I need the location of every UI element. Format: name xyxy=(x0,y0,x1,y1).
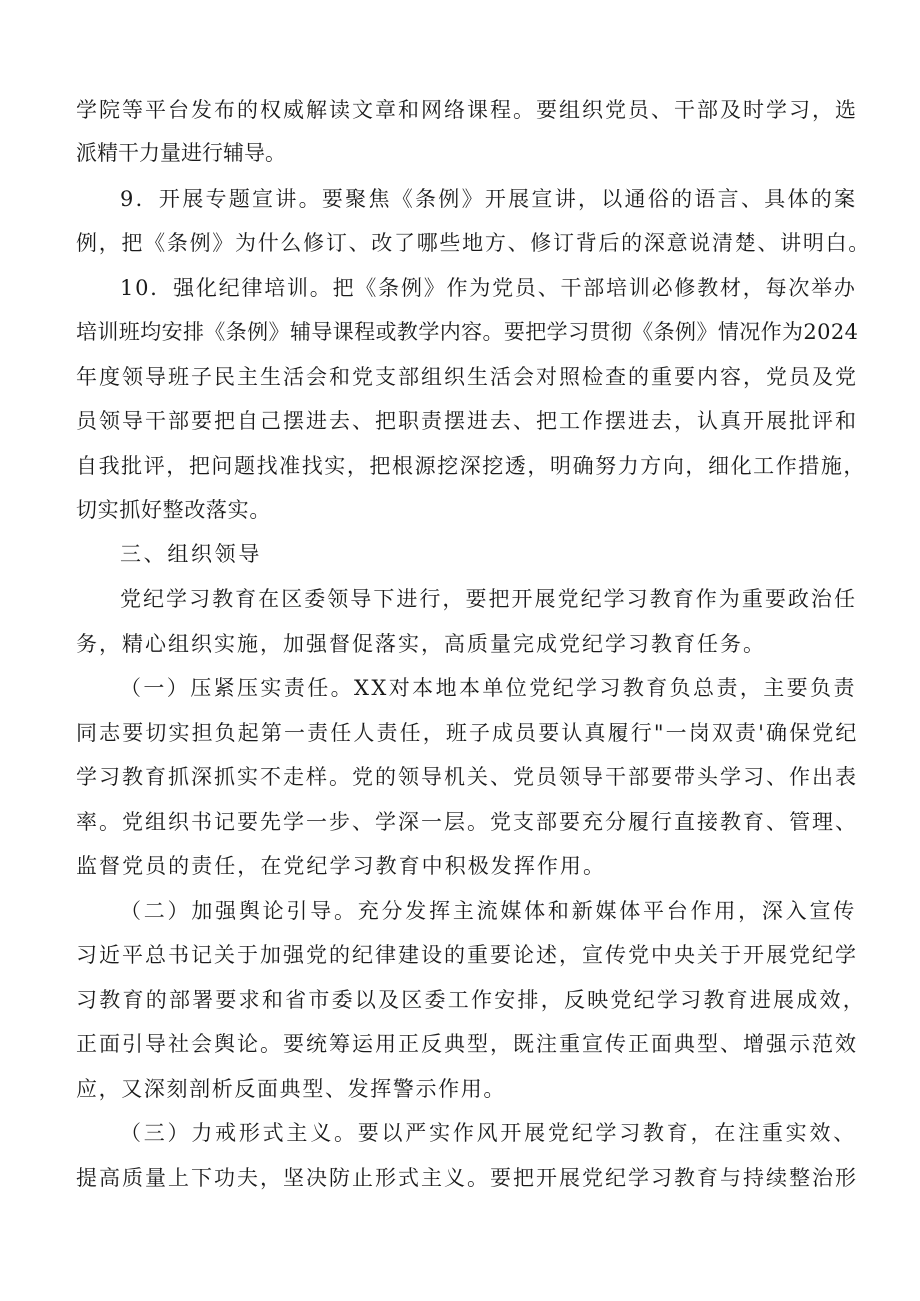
text-line: （一）压紧压实责任。XX对本地本单位党纪学习教育负总责，主要负责 xyxy=(120,676,857,700)
text-line: 监督党员的责任，在党纪学习教育中积极发挥作用。 xyxy=(76,854,606,878)
text-line: 9．开展专题宣讲。要聚焦《条例》开展宣讲，以通俗的语言、具体的案 xyxy=(120,187,858,211)
text-line: 务，精心组织实施，加强督促落实，高质量完成党纪学习教育任务。 xyxy=(76,632,766,656)
text-line: （二）加强舆论引导。充分发挥主流媒体和新媒体平台作用，深入宣传 xyxy=(120,899,857,923)
text-line: 提高质量上下功夫，坚决防止形式主义。要把开展党纪学习教育与持续整治形 xyxy=(76,1166,858,1190)
text-line: 应，又深刻剖析反面典型、发挥警示作用。 xyxy=(76,1077,506,1101)
section-heading: 三、组织领导 xyxy=(120,542,262,566)
text-line: 年度领导班子民主生活会和党支部组织生活会对照检查的重要内容，党员及党 xyxy=(76,365,858,389)
text-line: 例，把《条例》为什么修订、改了哪些地方、修订背后的深意说清楚、讲明白。 xyxy=(76,231,871,255)
text-line: 习近平总书记关于加强党的纪律建设的重要论述，宣传党中央关于开展党纪学 xyxy=(76,943,858,967)
text-line: 培训班均安排《条例》辅导课程或教学内容。要把学习贯彻《条例》情况作为2024 xyxy=(76,320,859,344)
text-line: 正面引导社会舆论。要统筹运用正反典型，既注重宣传正面典型、增强示范效 xyxy=(76,1032,858,1056)
text-line: 党纪学习教育在区委领导下进行，要把开展党纪学习教育作为重要政治任 xyxy=(120,587,857,611)
text-line: 习教育的部署要求和省市委以及区委工作安排，反映党纪学习教育进展成效， xyxy=(76,988,866,1012)
text-line: 10．强化纪律培训。把《条例》作为党员、干部培训必修教材，每次举办 xyxy=(120,276,857,300)
text-line: 学习教育抓深抓实不走样。党的领导机关、党员领导干部要带头学习、作出表 xyxy=(76,765,858,789)
text-line: 员领导干部要把自己摆进去、把职责摆进去、把工作摆进去，认真开展批评和 xyxy=(76,409,858,433)
text-line: 率。党组织书记要先学一步、学深一层。党支部要充分履行直接教育、管理、 xyxy=(76,810,858,834)
text-line: 同志要切实担负起第一责任人责任，班子成员要认真履行"一岗双责'确保党纪 xyxy=(76,721,859,745)
text-line: 切实抓好整改落实。 xyxy=(76,498,271,522)
text-line: 派精干力量进行辅导。 xyxy=(76,141,286,165)
text-line: （三）力戒形式主义。要以严实作风开展党纪学习教育，在注重实效、 xyxy=(120,1121,857,1145)
text-line: 学院等平台发布的权威解读文章和网络课程。要组织党员、干部及时学习，选 xyxy=(76,98,858,122)
text-line: 自我批评，把问题找准找实，把根源挖深挖透，明确努力方向，细化工作措施， xyxy=(76,454,866,478)
